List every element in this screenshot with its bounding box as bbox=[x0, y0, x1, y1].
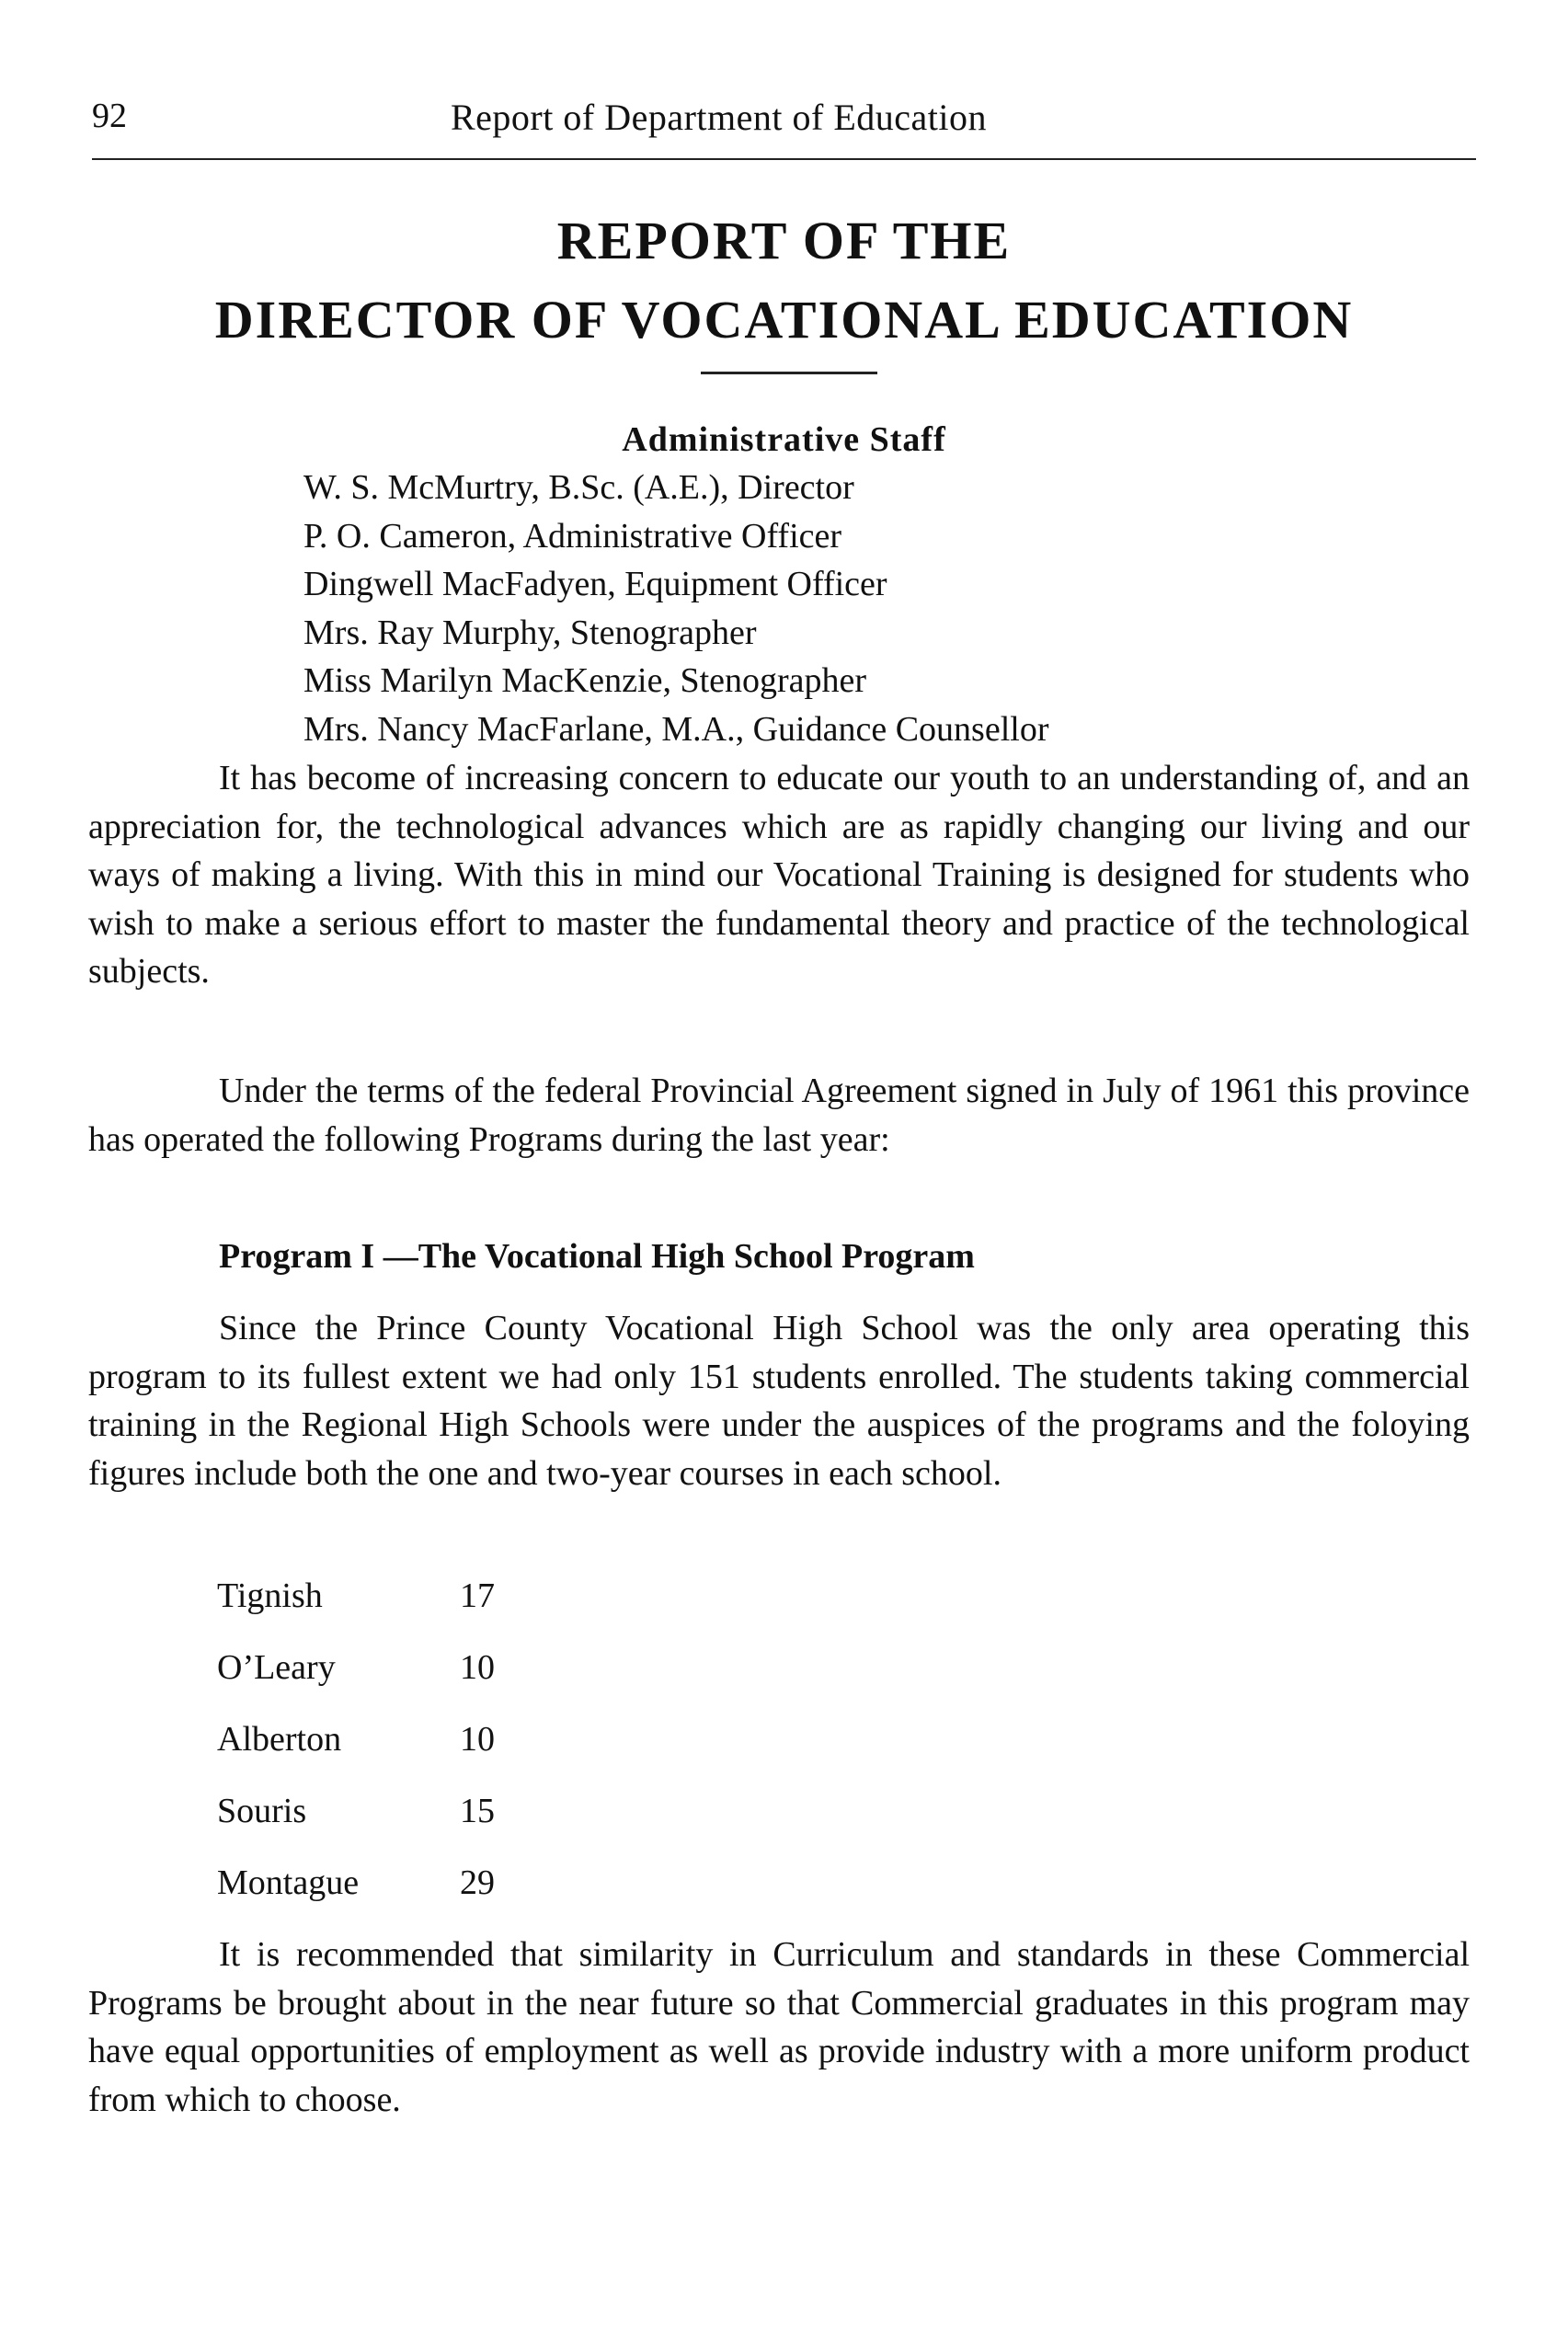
school-name: O’Leary bbox=[217, 1648, 336, 1687]
student-count: 29 bbox=[460, 1863, 495, 1902]
school-name: Alberton bbox=[217, 1720, 342, 1759]
staff-member: Miss Marilyn MacKenzie, Stenographer bbox=[303, 661, 867, 700]
student-count: 17 bbox=[460, 1576, 495, 1615]
student-count: 10 bbox=[460, 1648, 495, 1687]
page-number: 92 bbox=[92, 97, 127, 135]
staff-member: P. O. Cameron, Administrative Officer bbox=[303, 516, 842, 556]
staff-member: Mrs. Nancy MacFarlane, M.A., Guidance Counsellor bbox=[303, 709, 1049, 749]
student-count: 10 bbox=[460, 1720, 495, 1759]
staff-heading: Administrative Staff bbox=[622, 420, 946, 459]
school-name: Montague bbox=[217, 1863, 360, 1902]
program-i-paragraph: Since the Prince County Vocational High School was the only area operating this program to its fullest extent we had only 151 students enrolled. The students taking commercial training in the Regional High Schools were under the auspices of the programs and the foloying figures include both the one and two-year courses in each school. bbox=[88, 1309, 1470, 1493]
program-i-heading: Program I —The Vocational High School Program bbox=[219, 1237, 975, 1276]
table-row bbox=[217, 1632, 495, 1703]
staff-list bbox=[303, 464, 1048, 753]
report-title-line-1: REPORT OF THE bbox=[556, 211, 1012, 270]
report-title-line-2: DIRECTOR OF VOCATIONAL EDUCATION bbox=[214, 290, 1354, 350]
enrollment-table bbox=[217, 1560, 495, 1919]
staff-member: W. S. McMurtry, B.Sc. (A.E.), Director bbox=[303, 468, 854, 507]
student-count: 15 bbox=[460, 1792, 495, 1830]
table-row bbox=[217, 1560, 495, 1632]
table-row bbox=[217, 1703, 495, 1775]
running-title: Report of Department of Education bbox=[451, 97, 987, 138]
intro-paragraph: It has become of increasing concern to educate our youth to an understanding of, and an appreciation for, the technological advances which are as rapidly changing our living and our ways of making a living. With this in mind our Vocational Training is designed for students who wish to make a serious effort to master the fundamental theory and practice of the technological subjects. bbox=[88, 759, 1470, 991]
agreement-paragraph: Under the terms of the federal Provincial Agreement signed in July of 1961 this province has operated the following Programs during the last year: bbox=[88, 1072, 1470, 1159]
header-rule bbox=[92, 158, 1476, 160]
staff-member: Dingwell MacFadyen, Equipment Officer bbox=[303, 565, 887, 603]
title-divider bbox=[701, 372, 877, 374]
school-name: Souris bbox=[217, 1792, 307, 1830]
staff-member: Mrs. Ray Murphy, Stenographer bbox=[303, 613, 757, 652]
running-header bbox=[92, 96, 1476, 151]
recommendation-paragraph: It is recommended that similarity in Curriculum and standards in these Commercial Programs be brought about in the near future so that Commercial graduates in this program may have equal opportunities of employment as well as provide industry with a more uniform product from which to choose. bbox=[88, 1935, 1470, 2119]
table-row bbox=[217, 1847, 495, 1919]
table-row bbox=[217, 1775, 495, 1847]
school-name: Tignish bbox=[217, 1576, 323, 1615]
